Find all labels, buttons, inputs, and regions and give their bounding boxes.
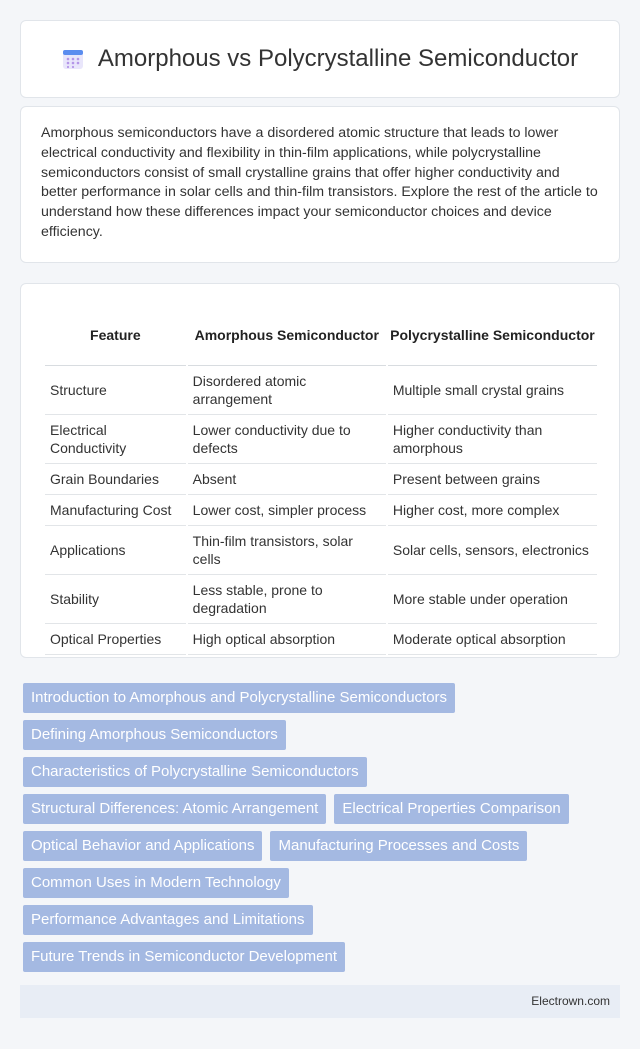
intro-text: Amorphous semiconductors have a disordered atomic structure that leads to lower electrical conductivity and flexibility in thin-film applications, while polycrystalline semiconductors consist of small crystalline grains that offer higher conductivity and better performance in solar cells and thin-film transistors. Explore the rest of the article to understand how these differences impact your semiconductor choices and device efficiency. xyxy=(41,125,598,240)
table-row xyxy=(45,495,597,526)
cell-polycrystalline: Solar cells, sensors, electronics xyxy=(388,526,597,575)
cell-polycrystalline: More stable under operation xyxy=(388,575,597,624)
table-row xyxy=(45,575,597,624)
table-row xyxy=(45,366,597,415)
cell-feature: Electrical Conductivity xyxy=(45,415,186,464)
cell-feature: Structure xyxy=(45,366,186,415)
header-polycrystalline: Polycrystalline Semiconductor xyxy=(388,304,597,366)
comparison-table-card xyxy=(20,283,620,658)
cell-amorphous: High optical absorption xyxy=(188,624,386,655)
topic-tag-future-trends[interactable]: Future Trends in Semiconductor Development xyxy=(23,942,345,972)
topic-tag-polycrystalline-characteristics[interactable]: Characteristics of Polycrystalline Semiconductors xyxy=(23,757,367,787)
cell-amorphous: Absent xyxy=(188,464,386,495)
topic-tag-optical-behavior[interactable]: Optical Behavior and Applications xyxy=(23,831,262,861)
cell-amorphous: Lower conductivity due to defects xyxy=(188,415,386,464)
topic-tag-introduction[interactable]: Introduction to Amorphous and Polycrystalline Semiconductors xyxy=(23,683,455,713)
cell-polycrystalline: Higher conductivity than amorphous xyxy=(388,415,597,464)
cell-amorphous: Thin-film transistors, solar cells xyxy=(188,526,386,575)
topic-tag-structural-differences[interactable]: Structural Differences: Atomic Arrangement xyxy=(23,794,326,824)
cell-polycrystalline: Higher cost, more complex xyxy=(388,495,597,526)
title-card xyxy=(20,20,620,98)
footer xyxy=(20,985,620,1018)
table-row xyxy=(45,464,597,495)
cell-amorphous: Lower cost, simpler process xyxy=(188,495,386,526)
cell-feature: Optical Properties xyxy=(45,624,186,655)
cell-amorphous: Less stable, prone to degradation xyxy=(188,575,386,624)
topic-tags xyxy=(23,683,623,979)
topic-tag-electrical-properties[interactable]: Electrical Properties Comparison xyxy=(334,794,568,824)
table-row xyxy=(45,624,597,655)
header-amorphous: Amorphous Semiconductor xyxy=(188,304,386,366)
cell-feature: Stability xyxy=(45,575,186,624)
cell-amorphous: Disordered atomic arrangement xyxy=(188,366,386,415)
calendar-grid-icon xyxy=(62,48,84,70)
table-row xyxy=(45,526,597,575)
cell-feature: Applications xyxy=(45,526,186,575)
comparison-table xyxy=(43,304,599,655)
cell-polycrystalline: Multiple small crystal grains xyxy=(388,366,597,415)
intro-card xyxy=(20,106,620,263)
topic-tag-manufacturing[interactable]: Manufacturing Processes and Costs xyxy=(270,831,527,861)
cell-polycrystalline: Moderate optical absorption xyxy=(388,624,597,655)
topic-tag-performance[interactable]: Performance Advantages and Limitations xyxy=(23,905,313,935)
topic-tag-defining-amorphous[interactable]: Defining Amorphous Semiconductors xyxy=(23,720,286,750)
footer-site-link[interactable]: Electrown.com xyxy=(531,994,610,1008)
page-title: Amorphous vs Polycrystalline Semiconductor xyxy=(97,45,579,72)
cell-polycrystalline: Present between grains xyxy=(388,464,597,495)
table-row xyxy=(45,415,597,464)
header-feature: Feature xyxy=(45,304,186,366)
topic-tag-common-uses[interactable]: Common Uses in Modern Technology xyxy=(23,868,289,898)
cell-feature: Grain Boundaries xyxy=(45,464,186,495)
cell-feature: Manufacturing Cost xyxy=(45,495,186,526)
